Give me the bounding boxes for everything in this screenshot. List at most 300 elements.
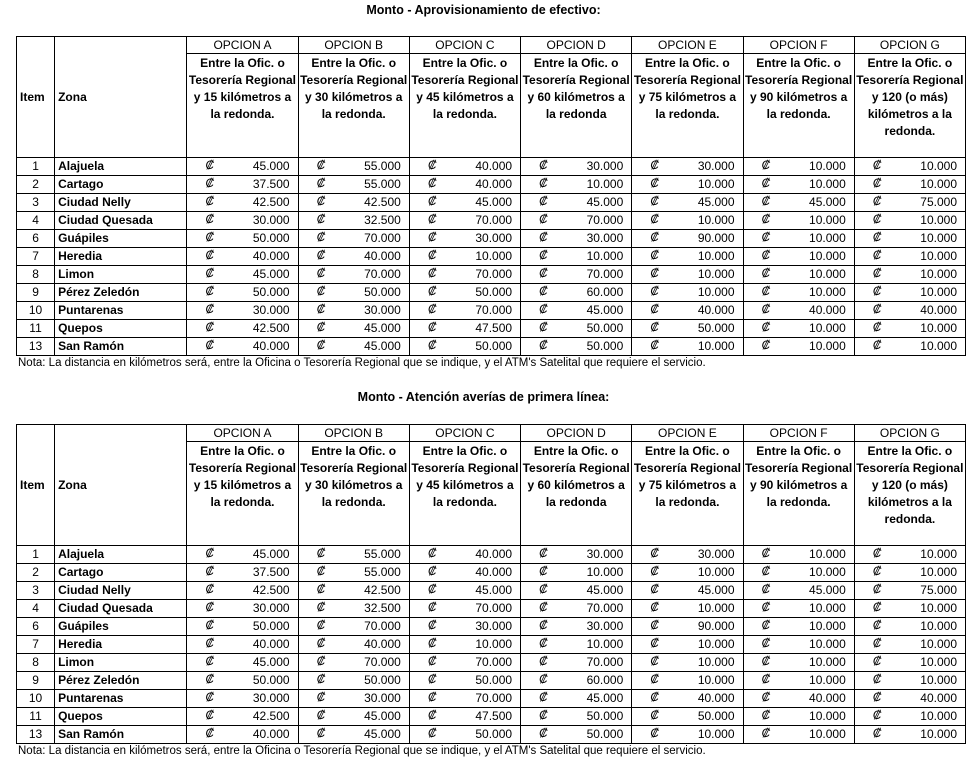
colon-currency-icon: ₡ xyxy=(205,284,215,298)
zona-name: San Ramón xyxy=(55,726,187,744)
amount-cell xyxy=(743,284,854,302)
amount-cell xyxy=(298,708,409,726)
zona-name: San Ramón xyxy=(55,338,187,356)
amount-value: 55.000 xyxy=(364,159,401,173)
colon-currency-icon: ₡ xyxy=(761,654,771,668)
amount-value: 50.000 xyxy=(252,619,290,633)
zona-name: Ciudad Quesada xyxy=(55,212,187,230)
amount-value: 70.000 xyxy=(586,655,624,669)
table-row xyxy=(17,266,966,284)
amount-value: 10.000 xyxy=(809,267,846,281)
colon-currency-icon: ₡ xyxy=(650,708,659,722)
amount-value: 42.500 xyxy=(364,583,401,597)
amount-value: 45.000 xyxy=(475,583,513,597)
amount-value: 10.000 xyxy=(586,177,624,191)
item-number: 8 xyxy=(17,266,55,284)
amount-value: 45.000 xyxy=(586,195,624,209)
colon-currency-icon: ₡ xyxy=(872,708,882,722)
amount-value: 50.000 xyxy=(475,339,513,353)
amount-cell xyxy=(743,320,854,338)
colon-currency-icon: ₡ xyxy=(205,158,215,172)
amount-cell xyxy=(521,338,632,356)
table-row xyxy=(17,248,966,266)
amount-cell xyxy=(743,672,854,690)
colon-currency-icon: ₡ xyxy=(539,284,548,298)
colon-currency-icon: ₡ xyxy=(427,618,437,632)
amount-cell xyxy=(187,564,298,582)
amount-value: 50.000 xyxy=(252,231,290,245)
amount-value: 10.000 xyxy=(697,727,735,741)
option-label: OPCION F xyxy=(743,37,854,54)
colon-currency-icon: ₡ xyxy=(539,618,548,632)
colon-currency-icon: ₡ xyxy=(872,600,882,614)
option-description: Entre la Ofic. o Tesorería Regional y 75 kilómetros a la redonda. xyxy=(632,54,743,158)
amount-cell xyxy=(409,176,520,194)
colon-currency-icon: ₡ xyxy=(316,708,326,722)
amount-value: 10.000 xyxy=(475,637,513,651)
amount-cell xyxy=(632,690,743,708)
colon-currency-icon: ₡ xyxy=(761,582,771,596)
amount-cell xyxy=(409,654,520,672)
amount-cell xyxy=(298,564,409,582)
amount-cell xyxy=(409,230,520,248)
item-number: 4 xyxy=(17,212,55,230)
amount-cell xyxy=(743,636,854,654)
amount-value: 10.000 xyxy=(920,619,957,633)
zona-name: Ciudad Quesada xyxy=(55,600,187,618)
item-number: 9 xyxy=(17,672,55,690)
amount-value: 70.000 xyxy=(586,213,624,227)
amount-value: 90.000 xyxy=(697,231,735,245)
item-number: 2 xyxy=(17,176,55,194)
amount-value: 10.000 xyxy=(920,673,957,687)
amounts-table xyxy=(16,424,966,744)
amount-value: 70.000 xyxy=(364,231,401,245)
colon-currency-icon: ₡ xyxy=(872,636,882,650)
colon-currency-icon: ₡ xyxy=(316,284,326,298)
amount-cell xyxy=(632,546,743,564)
amount-value: 10.000 xyxy=(809,673,846,687)
amount-cell xyxy=(521,320,632,338)
option-label: OPCION B xyxy=(298,37,409,54)
amount-cell xyxy=(632,582,743,600)
amount-cell xyxy=(409,320,520,338)
section-title: Monto - Aprovisionamiento de efectivo: xyxy=(366,3,601,17)
amount-value: 10.000 xyxy=(920,249,957,263)
option-label: OPCION G xyxy=(854,425,965,442)
amount-cell xyxy=(632,618,743,636)
amount-value: 10.000 xyxy=(697,655,735,669)
zona-name: Puntarenas xyxy=(55,690,187,708)
amount-cell xyxy=(187,284,298,302)
amount-value: 10.000 xyxy=(809,565,846,579)
colon-currency-icon: ₡ xyxy=(316,690,326,704)
amount-value: 10.000 xyxy=(586,637,624,651)
amount-cell xyxy=(521,564,632,582)
amount-value: 10.000 xyxy=(920,339,957,353)
amount-cell xyxy=(187,600,298,618)
section-title: Monto - Atención averías de primera línea: xyxy=(357,390,610,404)
amount-value: 10.000 xyxy=(920,709,957,723)
amount-value: 10.000 xyxy=(809,177,846,191)
amount-cell xyxy=(298,266,409,284)
amount-value: 42.500 xyxy=(252,321,290,335)
zona-name: Pérez Zeledón xyxy=(55,284,187,302)
amount-cell xyxy=(298,654,409,672)
option-label: OPCION D xyxy=(521,425,632,442)
amount-cell xyxy=(521,176,632,194)
colon-currency-icon: ₡ xyxy=(427,672,437,686)
amount-value: 10.000 xyxy=(475,249,513,263)
colon-currency-icon: ₡ xyxy=(539,708,548,722)
amount-cell xyxy=(632,230,743,248)
colon-currency-icon: ₡ xyxy=(650,212,659,226)
amount-cell xyxy=(521,672,632,690)
amount-value: 10.000 xyxy=(809,321,846,335)
amount-cell xyxy=(298,158,409,176)
colon-currency-icon: ₡ xyxy=(872,320,882,334)
colon-currency-icon: ₡ xyxy=(427,654,437,668)
amount-cell xyxy=(409,248,520,266)
zona-name: Cartago xyxy=(55,564,187,582)
colon-currency-icon: ₡ xyxy=(427,212,437,226)
amount-cell xyxy=(521,636,632,654)
table-row xyxy=(17,708,966,726)
colon-currency-icon: ₡ xyxy=(316,726,326,740)
amount-value: 47.500 xyxy=(475,709,513,723)
amount-value: 10.000 xyxy=(697,285,735,299)
colon-currency-icon: ₡ xyxy=(650,158,659,172)
colon-currency-icon: ₡ xyxy=(539,546,548,560)
amount-value: 32.500 xyxy=(364,601,401,615)
colon-currency-icon: ₡ xyxy=(650,564,659,578)
amount-cell xyxy=(409,564,520,582)
colon-currency-icon: ₡ xyxy=(427,546,437,560)
item-number: 8 xyxy=(17,654,55,672)
amount-value: 60.000 xyxy=(586,285,624,299)
colon-currency-icon: ₡ xyxy=(650,690,659,704)
amount-value: 50.000 xyxy=(586,709,624,723)
amount-value: 40.000 xyxy=(475,159,513,173)
colon-currency-icon: ₡ xyxy=(539,654,548,668)
colon-currency-icon: ₡ xyxy=(872,176,882,190)
zona-name: Puntarenas xyxy=(55,302,187,320)
amount-cell xyxy=(632,158,743,176)
option-description: Entre la Ofic. o Tesorería Regional y 120 (o más) kilómetros a la redonda. xyxy=(854,54,965,158)
item-number: 7 xyxy=(17,248,55,266)
colon-currency-icon: ₡ xyxy=(427,690,437,704)
amount-cell xyxy=(298,194,409,212)
colon-currency-icon: ₡ xyxy=(427,600,437,614)
amount-cell xyxy=(632,654,743,672)
amount-cell xyxy=(187,338,298,356)
colon-currency-icon: ₡ xyxy=(316,618,326,632)
amount-value: 40.000 xyxy=(475,565,513,579)
amount-value: 55.000 xyxy=(364,565,401,579)
amount-cell xyxy=(632,302,743,320)
amount-value: 50.000 xyxy=(475,673,513,687)
amount-value: 40.000 xyxy=(697,691,735,705)
amount-value: 10.000 xyxy=(809,285,846,299)
colon-currency-icon: ₡ xyxy=(539,212,548,226)
colon-currency-icon: ₡ xyxy=(427,230,437,244)
amount-value: 45.000 xyxy=(697,583,735,597)
item-number: 11 xyxy=(17,708,55,726)
colon-currency-icon: ₡ xyxy=(872,654,882,668)
amount-cell xyxy=(409,726,520,744)
amount-value: 30.000 xyxy=(586,231,624,245)
amount-value: 10.000 xyxy=(809,547,846,561)
amount-value: 10.000 xyxy=(920,231,957,245)
colon-currency-icon: ₡ xyxy=(761,284,771,298)
amount-cell xyxy=(187,320,298,338)
amount-cell xyxy=(521,546,632,564)
amount-cell xyxy=(743,302,854,320)
amount-value: 45.000 xyxy=(809,195,846,209)
colon-currency-icon: ₡ xyxy=(205,690,215,704)
amount-cell xyxy=(743,230,854,248)
amount-value: 40.000 xyxy=(809,691,846,705)
amount-cell xyxy=(409,672,520,690)
note-text: Nota: La distancia en kilómetros será, entre la Oficina o Tesorería Regional que se indique, y el ATM's Satelital que requiere el servicio. xyxy=(18,745,706,757)
table-row xyxy=(17,726,966,744)
amount-value: 10.000 xyxy=(697,565,735,579)
zona-name: Guápiles xyxy=(55,618,187,636)
table-row xyxy=(17,600,966,618)
colon-currency-icon: ₡ xyxy=(205,618,215,632)
colon-currency-icon: ₡ xyxy=(205,248,215,262)
item-number: 13 xyxy=(17,726,55,744)
amount-value: 70.000 xyxy=(475,655,513,669)
colon-currency-icon: ₡ xyxy=(761,320,771,334)
amount-cell xyxy=(521,266,632,284)
amount-cell xyxy=(298,284,409,302)
amount-cell xyxy=(521,230,632,248)
amount-value: 30.000 xyxy=(364,691,401,705)
colon-currency-icon: ₡ xyxy=(761,636,771,650)
amount-value: 30.000 xyxy=(252,691,290,705)
amount-value: 30.000 xyxy=(697,159,735,173)
colon-currency-icon: ₡ xyxy=(427,636,437,650)
colon-currency-icon: ₡ xyxy=(539,248,548,262)
amount-cell xyxy=(298,248,409,266)
option-label: OPCION E xyxy=(632,425,743,442)
zona-name: Cartago xyxy=(55,176,187,194)
colon-currency-icon: ₡ xyxy=(872,690,882,704)
amount-value: 45.000 xyxy=(697,195,735,209)
option-label: OPCION C xyxy=(409,37,520,54)
amount-cell xyxy=(854,636,965,654)
colon-currency-icon: ₡ xyxy=(872,158,882,172)
option-description: Entre la Ofic. o Tesorería Regional y 45 kilómetros a la redonda. xyxy=(409,54,520,158)
colon-currency-icon: ₡ xyxy=(427,266,437,280)
option-description: Entre la Ofic. o Tesorería Regional y 60 kilómetros a la redonda xyxy=(521,54,632,158)
colon-currency-icon: ₡ xyxy=(316,600,326,614)
amount-cell xyxy=(743,582,854,600)
colon-currency-icon: ₡ xyxy=(650,320,659,334)
table-row xyxy=(17,320,966,338)
colon-currency-icon: ₡ xyxy=(316,230,326,244)
colon-currency-icon: ₡ xyxy=(872,248,882,262)
amount-value: 50.000 xyxy=(586,321,624,335)
colon-currency-icon: ₡ xyxy=(539,600,548,614)
amount-value: 50.000 xyxy=(475,285,513,299)
colon-currency-icon: ₡ xyxy=(316,158,326,172)
colon-currency-icon: ₡ xyxy=(650,726,659,740)
colon-currency-icon: ₡ xyxy=(205,266,215,280)
colon-currency-icon: ₡ xyxy=(539,726,548,740)
colon-currency-icon: ₡ xyxy=(761,672,771,686)
amount-cell xyxy=(854,176,965,194)
amount-cell xyxy=(521,284,632,302)
amount-value: 37.500 xyxy=(252,565,290,579)
amount-cell xyxy=(743,158,854,176)
colon-currency-icon: ₡ xyxy=(539,158,548,172)
colon-currency-icon: ₡ xyxy=(205,302,215,316)
colon-currency-icon: ₡ xyxy=(316,564,326,578)
amount-value: 10.000 xyxy=(809,339,846,353)
table-row xyxy=(17,654,966,672)
amount-cell xyxy=(298,212,409,230)
option-description: Entre la Ofic. o Tesorería Regional y 120 (o más) kilómetros a la redonda. xyxy=(854,442,965,546)
amount-cell xyxy=(187,302,298,320)
amount-cell xyxy=(298,618,409,636)
table-row xyxy=(17,672,966,690)
table-row xyxy=(17,176,966,194)
amount-cell xyxy=(854,600,965,618)
amount-value: 10.000 xyxy=(920,285,957,299)
zona-name: Pérez Zeledón xyxy=(55,672,187,690)
amount-cell xyxy=(743,266,854,284)
amount-cell xyxy=(298,690,409,708)
item-number: 3 xyxy=(17,582,55,600)
table-row xyxy=(17,636,966,654)
amount-value: 70.000 xyxy=(475,267,513,281)
colon-currency-icon: ₡ xyxy=(427,302,437,316)
amount-value: 45.000 xyxy=(809,583,846,597)
colon-currency-icon: ₡ xyxy=(761,194,771,208)
colon-currency-icon: ₡ xyxy=(761,248,771,262)
colon-currency-icon: ₡ xyxy=(650,582,659,596)
colon-currency-icon: ₡ xyxy=(205,636,215,650)
colon-currency-icon: ₡ xyxy=(761,212,771,226)
amount-value: 10.000 xyxy=(920,637,957,651)
option-description: Entre la Ofic. o Tesorería Regional y 15 kilómetros a la redonda. xyxy=(187,54,298,158)
amount-cell xyxy=(521,726,632,744)
colon-currency-icon: ₡ xyxy=(427,708,437,722)
item-number: 6 xyxy=(17,230,55,248)
amount-cell xyxy=(743,564,854,582)
amount-cell xyxy=(632,194,743,212)
amount-cell xyxy=(632,636,743,654)
item-number: 9 xyxy=(17,284,55,302)
amount-cell xyxy=(854,582,965,600)
colon-currency-icon: ₡ xyxy=(650,302,659,316)
zona-name: Heredia xyxy=(55,248,187,266)
header-row xyxy=(17,37,966,54)
colon-currency-icon: ₡ xyxy=(427,564,437,578)
amount-value: 70.000 xyxy=(475,303,513,317)
colon-currency-icon: ₡ xyxy=(205,212,215,226)
item-number: 6 xyxy=(17,618,55,636)
table-row xyxy=(17,212,966,230)
colon-currency-icon: ₡ xyxy=(761,230,771,244)
amount-cell xyxy=(743,248,854,266)
colon-currency-icon: ₡ xyxy=(872,618,882,632)
table-row xyxy=(17,564,966,582)
item-number: 11 xyxy=(17,320,55,338)
colon-currency-icon: ₡ xyxy=(316,302,326,316)
option-label: OPCION D xyxy=(521,37,632,54)
amount-value: 40.000 xyxy=(920,691,957,705)
zona-name: Quepos xyxy=(55,320,187,338)
amount-value: 40.000 xyxy=(252,727,290,741)
amount-cell xyxy=(298,582,409,600)
amount-value: 45.000 xyxy=(252,267,290,281)
amount-value: 50.000 xyxy=(697,321,735,335)
amount-cell xyxy=(521,302,632,320)
colon-currency-icon: ₡ xyxy=(316,176,326,190)
col-header-item: Item xyxy=(17,425,55,546)
amount-cell xyxy=(187,266,298,284)
amount-value: 90.000 xyxy=(697,619,735,633)
colon-currency-icon: ₡ xyxy=(761,176,771,190)
item-number: 1 xyxy=(17,546,55,564)
amount-value: 40.000 xyxy=(920,303,957,317)
colon-currency-icon: ₡ xyxy=(316,194,326,208)
amount-value: 45.000 xyxy=(586,691,624,705)
amount-value: 30.000 xyxy=(586,159,624,173)
table-row xyxy=(17,284,966,302)
amount-value: 70.000 xyxy=(475,601,513,615)
amounts-table xyxy=(16,36,966,356)
amount-cell xyxy=(854,726,965,744)
option-description: Entre la Ofic. o Tesorería Regional y 75 kilómetros a la redonda. xyxy=(632,442,743,546)
amount-cell xyxy=(743,176,854,194)
amount-cell xyxy=(187,212,298,230)
amount-value: 70.000 xyxy=(586,267,624,281)
amount-value: 10.000 xyxy=(697,339,735,353)
colon-currency-icon: ₡ xyxy=(539,266,548,280)
amount-cell xyxy=(632,284,743,302)
amount-value: 70.000 xyxy=(364,655,401,669)
amount-value: 10.000 xyxy=(809,231,846,245)
amount-cell xyxy=(298,302,409,320)
colon-currency-icon: ₡ xyxy=(427,582,437,596)
amount-cell xyxy=(743,212,854,230)
option-description: Entre la Ofic. o Tesorería Regional y 90 kilómetros a la redonda. xyxy=(743,442,854,546)
colon-currency-icon: ₡ xyxy=(872,302,882,316)
amount-value: 50.000 xyxy=(252,673,290,687)
amount-cell xyxy=(743,690,854,708)
header-row xyxy=(17,425,966,442)
zona-name: Alajuela xyxy=(55,546,187,564)
amount-value: 30.000 xyxy=(697,547,735,561)
zona-name: Ciudad Nelly xyxy=(55,194,187,212)
option-label: OPCION B xyxy=(298,425,409,442)
colon-currency-icon: ₡ xyxy=(650,176,659,190)
amount-cell xyxy=(521,654,632,672)
amount-value: 10.000 xyxy=(697,673,735,687)
colon-currency-icon: ₡ xyxy=(205,338,215,352)
colon-currency-icon: ₡ xyxy=(650,600,659,614)
amount-cell xyxy=(854,248,965,266)
amount-value: 30.000 xyxy=(252,213,290,227)
amount-value: 70.000 xyxy=(475,691,513,705)
col-header-item: Item xyxy=(17,37,55,158)
amount-value: 30.000 xyxy=(364,303,401,317)
amount-value: 30.000 xyxy=(586,619,624,633)
